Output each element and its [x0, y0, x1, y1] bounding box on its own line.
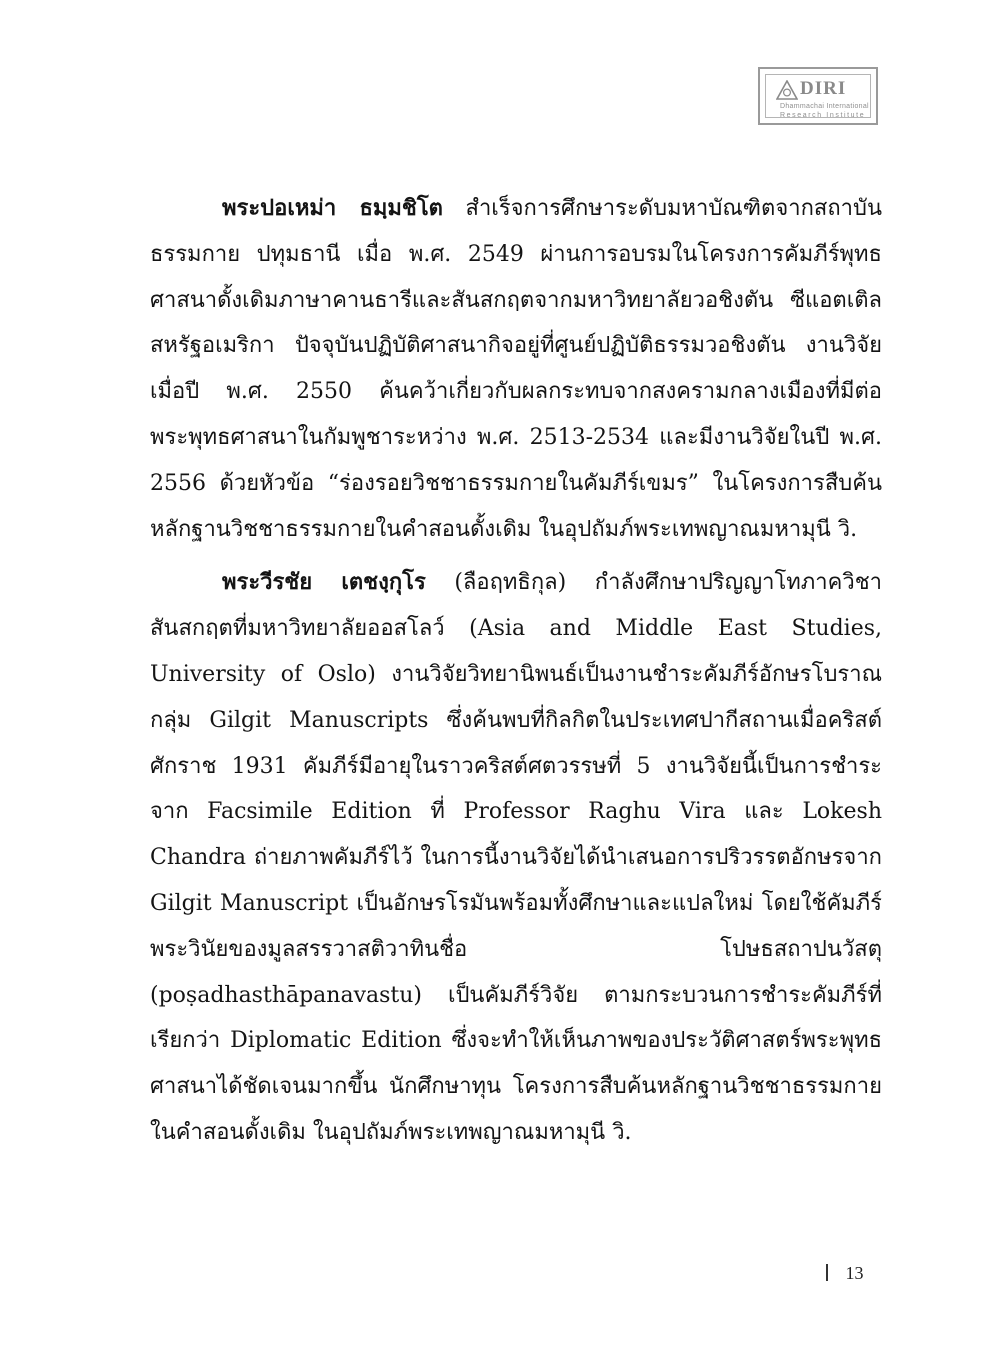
diri-emblem-icon	[776, 80, 798, 100]
bio-paragraph-1	[150, 186, 882, 552]
bio-paragraph-2	[150, 560, 882, 1155]
page-number-divider	[826, 1264, 828, 1281]
logo-frame	[765, 74, 871, 118]
bio-text-1: สำเร็จการศึกษาระดับมหาบัณฑิตจากสถาบันธรรมกาย ปทุมธานี เมื่อ พ.ศ. 2549 ผ่านการอบรมในโครงการคัมภีร์พุทธศาสนาดั้งเดิมภาษาคานธารีและสันสกฤตจากมหาวิทยาลัยวอชิงตัน ซีแอตเติล สหรัฐอเมริกา ปัจจุบันปฏิบัติศาสนากิจอยู่ที่ศูนย์ปฏิบัติธรรมวอชิงตัน งานวิจัยเมื่อปี พ.ศ. 2550 ค้นคว้าเกี่ยวกับผลกระทบจากสงครามกลางเมืองที่มีต่อพระพุทธศาสนาในกัมพูชาระหว่าง พ.ศ. 2513-2534 และมีงานวิจัยในปี พ.ศ. 2556 ด้วยหัวข้อ “ร่องรอยวิชชาธรรมกายในคัมภีร์เขมร” ในโครงการสืบค้นหลักฐานวิชชาธรรมกายในคำสอนดั้งเดิม ในอุปถัมภ์พระเทพญาณมหามุนี วิ.	[150, 196, 882, 542]
logo-title: DIRI	[800, 78, 847, 99]
body-text	[150, 186, 882, 1156]
bio-name-1: พระปอเหม่า ธมฺมชิโต	[222, 195, 443, 221]
page-number-value: 13	[845, 1263, 864, 1283]
logo-subtitle-line2: Research Institute	[780, 112, 866, 119]
diri-logo	[758, 67, 878, 125]
bio-text-2: (ลือฤทธิกุล) กำลังศึกษาปริญญาโทภาควิชาสันสกฤตที่มหาวิทยาลัยออสโลว์ (Asia and Middle East Studies, University of Oslo) งานวิจัยวิทยานิพนธ์เป็นงานชำระคัมภีร์อักษรโบราณกลุ่ม Gilgit Manuscripts ซึ่งค้นพบที่กิลกิตในประเทศปากีสถานเมื่อคริสต์ศักราช 1931 คัมภีร์มีอายุในราวคริสต์ศตวรรษที่ 5 งานวิจัยนี้เป็นการชำระจาก Facsimile Edition ที่ Professor Raghu Vira และ Lokesh Chandra ถ่ายภาพคัมภีร์ไว้ ในการนี้งานวิจัยได้นำเสนอการปริวรรตอักษรจาก Gilgit Manuscript เป็นอักษรโรมันพร้อมทั้งศึกษาและแปลใหม่ โดยใช้คัมภีร์พระวินัยของมูลสรรวาสติวาทินชื่อ โปษธสถาปนวัสตุ (poṣadhasthāpanavastu) เป็นคัมภีร์วิจัย ตามกระบวนการชำระคัมภีร์ที่เรียกว่า Diplomatic Edition ซึ่งจะทำให้เห็นภาพของประวัติศาสตร์พระพุทธศาสนาได้ชัดเจนมากขึ้น นักศึกษาทุน โครงการสืบค้นหลักฐานวิชชาธรรมกายในคำสอนดั้งเดิม ในอุปถัมภ์พระเทพญาณมหามุนี วิ.	[150, 570, 882, 1145]
page-number	[826, 1263, 864, 1284]
logo-subtitle-line1: Dhammachai International	[780, 103, 869, 110]
bio-name-2: พระวีรชัย เตชงฺกุโร	[222, 569, 426, 596]
